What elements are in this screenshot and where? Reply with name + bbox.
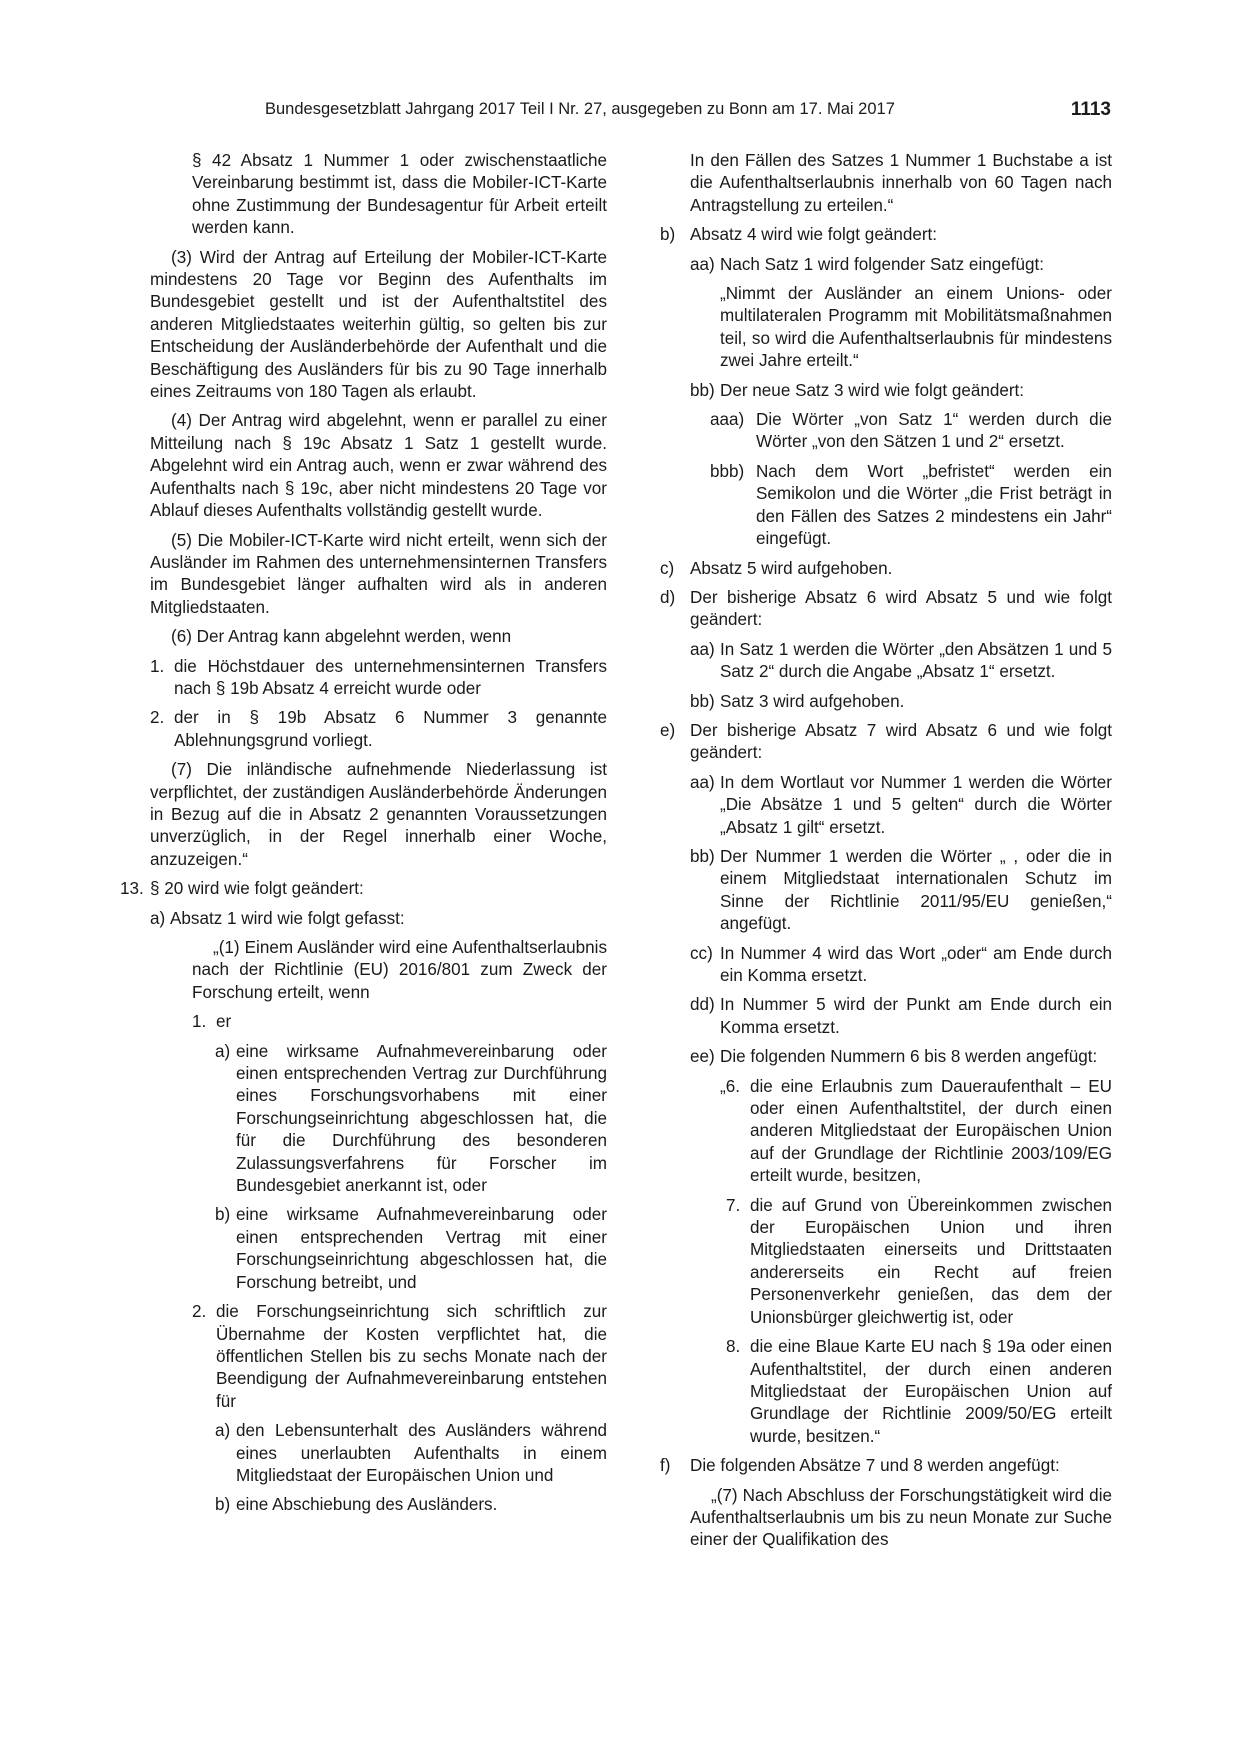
item-label: bb)	[690, 380, 715, 400]
paragraph-text: Die folgenden Absätze 7 und 8 werden angefügt:	[690, 1456, 1060, 1476]
paragraph-text: eine wirksame Aufnahmevereinbarung oder einen entsprechenden Vertrag mit einer Forschungseinrichtung abgeschlossen hat, die Forschung betreibt, und	[236, 1205, 607, 1292]
list-item	[660, 380, 1112, 402]
list-item	[120, 1494, 607, 1516]
item-label: 13.	[120, 879, 144, 899]
item-label: 8.	[726, 1337, 741, 1357]
list-item	[660, 254, 1112, 276]
paragraph-text: (6) Der Antrag kann abgelehnt werden, wenn	[171, 627, 512, 647]
paragraph-text: die Forschungseinrichtung sich schriftlich zur Übernahme der Kosten verpflichtet hat, die öffentlichen Stellen bis zu sechs Monate nach der Beendigung der Aufnahmevereinbarung entstehen für	[216, 1302, 607, 1411]
paragraph-text: „Nimmt der Ausländer an einem Unions- oder multilateralen Programm mit Mobilitätsmaßnahmen teil, so wird die Aufenthaltserlaubnis für mindestens zwei Jahre erteilt.“	[720, 284, 1112, 371]
list-item	[120, 1204, 607, 1294]
list-item	[120, 656, 607, 701]
paragraph	[120, 759, 607, 871]
item-label: d)	[660, 587, 676, 607]
list-item	[660, 461, 1112, 551]
item-label: e)	[660, 720, 676, 740]
paragraph-text: Nach Satz 1 wird folgender Satz eingefügt:	[720, 254, 1045, 274]
paragraph-text: die eine Blaue Karte EU nach § 19a oder einen Aufenthaltstitel, der durch einen anderen Mitgliedstaat der Europäischen Union auf Grundlage der Richtlinie 2009/50/EG erteilt wurde, besitzen.“	[750, 1337, 1112, 1446]
paragraph	[120, 150, 607, 240]
paragraph	[660, 1485, 1112, 1552]
item-label: aa)	[690, 772, 715, 792]
paragraph-text: (4) Der Antrag wird abgelehnt, wenn er parallel zu einer Mitteilung nach § 19c Absatz 1 Satz 1 gestellt wurde. Abgelehnt wird ein Antrag auch, wenn er zwar während des Aufenthalts nach § 19c, aber nicht mindestens 20 Tage vor Ablauf dieses Aufenthalts vollständig gestellt wurde.	[150, 411, 607, 521]
list-item	[660, 994, 1112, 1039]
paragraph-text: § 42 Absatz 1 Nummer 1 oder zwischenstaatliche Vereinbarung bestimmt ist, dass die Mobiler-ICT-Karte ohne Zustimmung der Bundesagentur für Arbeit erteilt werden kann.	[192, 151, 607, 238]
paragraph-text: Die folgenden Nummern 6 bis 8 werden angefügt:	[720, 1047, 1098, 1067]
item-label: 2.	[192, 1302, 207, 1322]
paragraph-text: „(1) Einem Ausländer wird eine Aufenthaltserlaubnis nach der Richtlinie (EU) 2016/801 zum Zweck der Forschung erteilt, wenn	[192, 938, 607, 1002]
paragraph-text: die auf Grund von Übereinkommen zwischen der Europäischen Union und ihren Mitgliedstaaten einerseits und Drittstaaten andererseits ein Recht auf freien Personenverkehr genießen, das dem der Unionsbürger gleichwertig ist, oder	[750, 1195, 1112, 1327]
item-label: aa)	[690, 254, 715, 274]
paragraph	[120, 530, 607, 620]
list-item	[660, 691, 1112, 713]
paragraph	[660, 283, 1112, 373]
list-item	[660, 587, 1112, 632]
paragraph	[120, 410, 607, 522]
item-label: bb)	[690, 846, 715, 866]
paragraph-text: Der bisherige Absatz 6 wird Absatz 5 und wie folgt geändert:	[690, 587, 1112, 630]
item-label: bbb)	[710, 461, 745, 481]
paragraph-text: In den Fällen des Satzes 1 Nummer 1 Buchstabe a ist die Aufenthaltserlaubnis innerhalb von 60 Tagen nach Antragstellung zu erteilen.“	[690, 151, 1112, 215]
list-item	[120, 1041, 607, 1198]
paragraph-text: (7) Die inländische aufnehmende Niederlassung ist verpflichtet, der zuständigen Ausländerbehörde Änderungen in Bezug auf die in Absatz 2 genannten Voraussetzungen unverzüglich, in der Regel innerhalb einer Woche, anzuzeigen.“	[150, 760, 607, 869]
paragraph-text: „(7) Nach Abschluss der Forschungstätigkeit wird die Aufenthaltserlaubnis um bis zu neun Monate zur Suche einer der Qualifikation des	[690, 1485, 1112, 1550]
item-label: „6.	[720, 1076, 740, 1096]
list-item	[660, 1455, 1112, 1477]
item-label: c)	[660, 558, 675, 578]
item-label: a)	[150, 908, 166, 928]
item-label: cc)	[690, 943, 713, 963]
paragraph	[120, 626, 607, 648]
list-item	[120, 707, 607, 752]
paragraph-text: die eine Erlaubnis zum Daueraufenthalt – EU oder einen Aufenthaltstitel, der durch einen anderen Mitgliedstaat der Europäischen Union auf der Grundlage der Richtlinie 2003/109/EG erteilt wurde, besitzen,	[750, 1076, 1112, 1186]
paragraph	[120, 247, 607, 404]
paragraph-text: In Nummer 5 wird der Punkt am Ende durch ein Komma ersetzt.	[720, 995, 1112, 1037]
paragraph-text: den Lebensunterhalt des Ausländers während eines unerlaubten Aufenthalts in einem Mitgliedstaat der Europäischen Union und	[236, 1421, 607, 1485]
list-item	[660, 1076, 1112, 1188]
list-item	[660, 1046, 1112, 1068]
paragraph-text: die Höchstdauer des unternehmensinternen Transfers nach § 19b Absatz 4 erreicht wurde oder	[174, 656, 607, 698]
page-header	[265, 100, 1111, 126]
list-item	[660, 1336, 1112, 1448]
paragraph-text: Der bisherige Absatz 7 wird Absatz 6 und wie folgt geändert:	[690, 720, 1112, 763]
paragraph-text: Satz 3 wird aufgehoben.	[720, 691, 905, 711]
right-column	[660, 150, 1112, 1552]
paragraph-text: Absatz 1 wird wie folgt gefasst:	[170, 908, 405, 928]
paragraph-text: Die Wörter „von Satz 1“ werden durch die Wörter „von den Sätzen 1 und 2“ ersetzt.	[756, 410, 1112, 452]
item-label: a)	[215, 1041, 231, 1061]
item-label: aa)	[690, 639, 715, 659]
item-label: a)	[215, 1421, 231, 1441]
list-item	[660, 224, 1112, 246]
paragraph-text: eine wirksame Aufnahmevereinbarung oder einen entsprechenden Vertrag zur Durchführung eines Forschungsvorhabens mit einer Forschungseinrichtung abgeschlossen hat, die für die Durchführung des besonderen Zulassungsverfahrens für Forscher im Bundesgebiet anerkannt ist, oder	[236, 1041, 607, 1196]
item-label: b)	[660, 225, 676, 245]
list-item	[660, 1195, 1112, 1329]
paragraph-text: (5) Die Mobiler-ICT-Karte wird nicht erteilt, wenn sich der Ausländer im Rahmen des unternehmensinternen Transfers im Bundesgebiet länger aufhalten wird als in anderen Mitgliedstaaten.	[150, 530, 607, 617]
list-item	[660, 772, 1112, 839]
paragraph-text: Nach dem Wort „befristet“ werden ein Semikolon und die Wörter „die Frist beträgt in den Fällen des Satzes 2 mindestens ein Jahr“ eingefügt.	[756, 461, 1112, 549]
item-label: bb)	[690, 691, 715, 711]
paragraph-text: In Nummer 4 wird das Wort „oder“ am Ende durch ein Komma ersetzt.	[720, 943, 1112, 985]
item-label: 1.	[192, 1012, 207, 1032]
gazette-title: Bundesgesetzblatt Jahrgang 2017 Teil I Nr. 27, ausgegeben zu Bonn am 17. Mai 2017	[265, 100, 895, 118]
paragraph-text: In Satz 1 werden die Wörter „den Absätzen 1 und 5 Satz 2“ durch die Angabe „Absatz 1“ ersetzt.	[720, 639, 1112, 682]
item-label: 1.	[150, 656, 165, 676]
item-label: ee)	[690, 1047, 715, 1067]
list-item	[660, 846, 1112, 936]
list-item	[120, 908, 607, 930]
list-item	[120, 1011, 607, 1033]
paragraph-text: (3) Wird der Antrag auf Erteilung der Mobiler-ICT-Karte mindestens 20 Tage vor Beginn des Aufenthalts im Bundesgebiet gestellt und ist der Aufenthaltstitel des anderen Mitgliedstaates weiterhin gültig, so gelten bis zur Entscheidung der Ausländerbehörde der Aufenthalt und die Beschäftigung des Ausländers für bis zu 90 Tage innerhalb eines Zeitraums von 180 Tagen als erlaubt.	[150, 247, 607, 402]
list-item	[660, 639, 1112, 684]
left-column	[120, 150, 607, 1517]
item-label: aaa)	[710, 410, 745, 430]
list-item	[120, 878, 607, 900]
paragraph-text: der in § 19b Absatz 6 Nummer 3 genannte Ablehnungsgrund vorliegt.	[174, 708, 607, 750]
list-item	[660, 943, 1112, 988]
paragraph-text: Absatz 5 wird aufgehoben.	[690, 558, 893, 578]
paragraph-text: Der Nummer 1 werden die Wörter „ , oder die in einem Mitgliedstaat internationalen Schutz im Sinne der Richtlinie 2011/95/EU genießen,“ angefügt.	[720, 846, 1112, 934]
paragraph-text: Absatz 4 wird wie folgt geändert:	[690, 225, 938, 245]
item-label: b)	[215, 1495, 231, 1515]
paragraph-text: er	[216, 1012, 232, 1032]
list-item	[660, 558, 1112, 580]
item-label: 2.	[150, 708, 165, 728]
list-item	[660, 720, 1112, 765]
paragraph	[120, 937, 607, 1004]
paragraph-text: Der neue Satz 3 wird wie folgt geändert:	[720, 380, 1025, 400]
item-label: b)	[215, 1205, 231, 1225]
item-label: dd)	[690, 995, 715, 1015]
paragraph-text: In dem Wortlaut vor Nummer 1 werden die Wörter „Die Absätze 1 und 5 gelten“ durch die Wörter „Absatz 1 gilt“ ersetzt.	[720, 772, 1112, 837]
paragraph-text: § 20 wird wie folgt geändert:	[150, 879, 364, 899]
list-item	[660, 409, 1112, 454]
item-label: f)	[660, 1456, 671, 1476]
paragraph-text: eine Abschiebung des Ausländers.	[236, 1495, 498, 1515]
page-number: 1113	[1070, 99, 1111, 120]
list-item	[120, 1301, 607, 1413]
paragraph	[660, 150, 1112, 217]
list-item	[120, 1420, 607, 1487]
item-label: 7.	[726, 1195, 741, 1215]
